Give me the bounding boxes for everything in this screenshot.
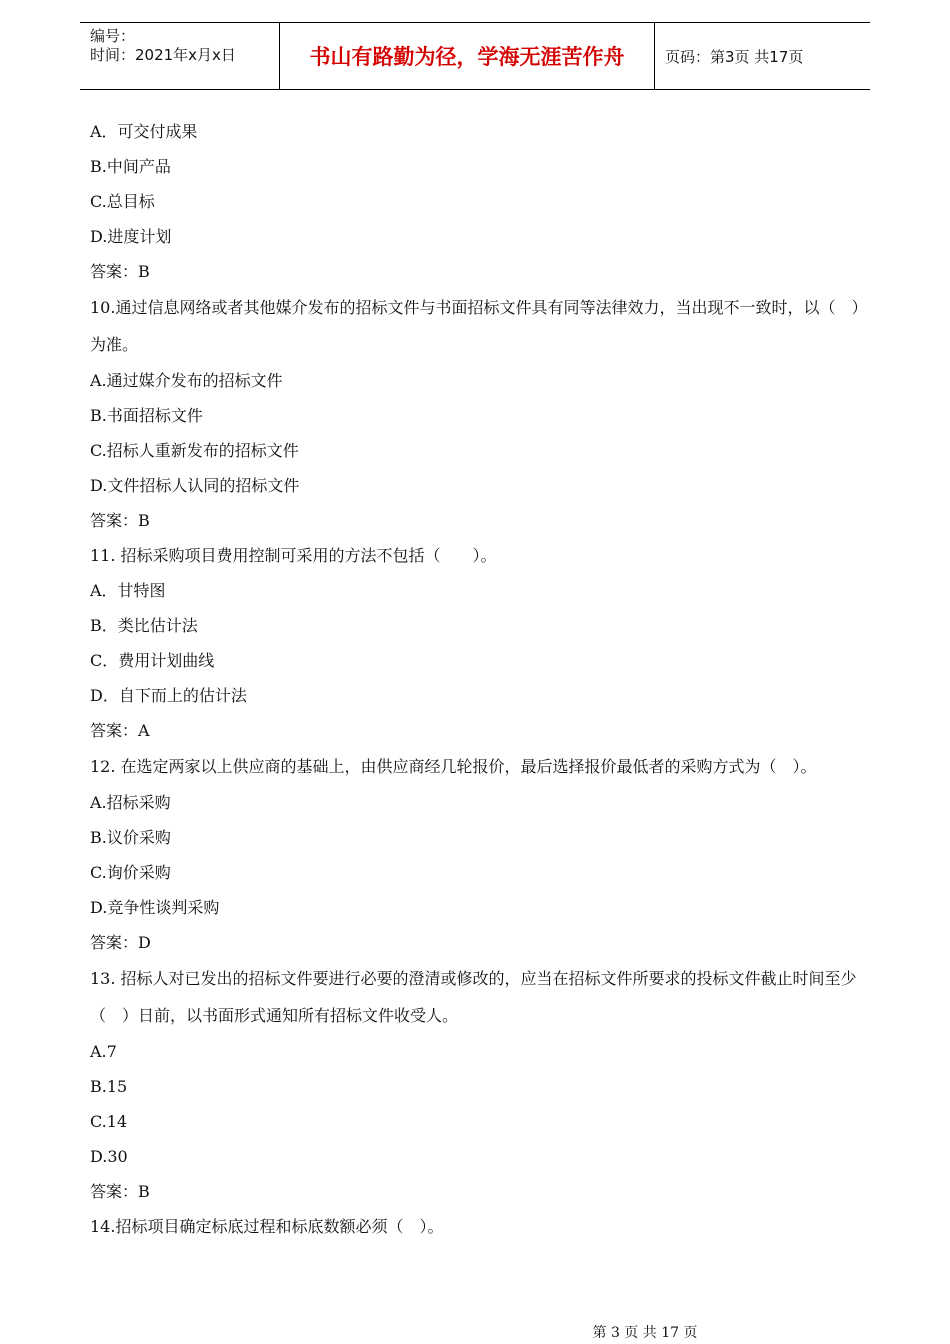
text-line: D.竞争性谈判采购	[90, 898, 220, 917]
question-14: 14.招标项目确定标底过程和标底数额必须（ ）。	[90, 1217, 444, 1236]
answer-line: 答案：B	[90, 262, 150, 281]
text-line: A．甘特图	[90, 581, 166, 600]
text-line: B．类比估计法	[90, 616, 198, 635]
document-number-label: 编号：	[90, 27, 136, 45]
answer-line: 答案：B	[90, 1182, 150, 1201]
page-number: 第 3 页 共 17 页	[592, 1325, 698, 1341]
document-time: 时间：2021年x月x日	[90, 46, 236, 64]
page-footer	[0, 1322, 950, 1342]
text-line: C．费用计划曲线	[90, 651, 215, 670]
text-line: C.询价采购	[90, 863, 171, 882]
text-line: D.30	[90, 1147, 128, 1166]
text-line: A.招标采购	[90, 793, 171, 812]
header-meta	[80, 23, 280, 89]
text-line: A.通过媒介发布的招标文件	[90, 371, 283, 390]
answer-line: 答案：B	[90, 511, 150, 530]
answer-line: 答案：A	[90, 721, 150, 740]
text-line: C.14	[90, 1112, 128, 1131]
text-line: C.招标人重新发布的招标文件	[90, 441, 299, 460]
answer-line: 答案：D	[90, 933, 151, 952]
text-line: D．自下而上的估计法	[90, 686, 247, 705]
text-line: D.进度计划	[90, 227, 172, 246]
text-line: B.议价采购	[90, 828, 171, 847]
text-line: C.总目标	[90, 192, 155, 211]
page-header	[80, 22, 870, 90]
question-12: 12. 在选定两家以上供应商的基础上，由供应商经几轮报价，最后选择报价最低者的采购方式为（ ）。	[90, 757, 817, 776]
text-line: D.文件招标人认同的招标文件	[90, 476, 300, 495]
header-page-info: 页码：第3页 共17页	[665, 47, 804, 66]
header-motto: 书山有路勤为径，学海无涯苦作舟	[280, 23, 655, 89]
text-line: B.15	[90, 1077, 128, 1096]
document-body	[90, 114, 874, 1244]
text-line: B.中间产品	[90, 157, 171, 176]
question-13: 13. 招标人对已发出的招标文件要进行必要的澄清或修改的，应当在招标文件所要求的投标文件截止时间至少（ ）日前，以书面形式通知所有招标文件收受人。	[90, 969, 857, 1025]
text-line: A．可交付成果	[90, 122, 198, 141]
text-line: B.书面招标文件	[90, 406, 203, 425]
question-10: 10.通过信息网络或者其他媒介发布的招标文件与书面招标文件具有同等法律效力，当出现不一致时，以（ ）为准。	[90, 298, 868, 354]
question-11: 11. 招标采购项目费用控制可采用的方法不包括（ ）。	[90, 546, 497, 565]
text-line: A.7	[90, 1042, 117, 1061]
